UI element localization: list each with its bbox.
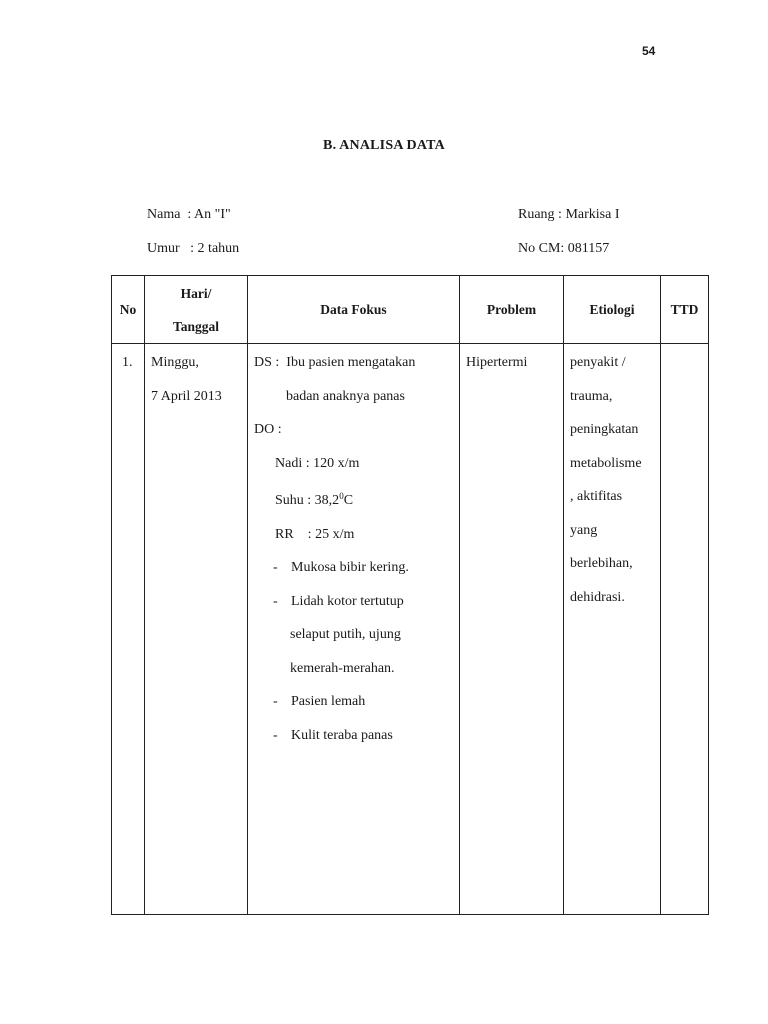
table-header-row xyxy=(112,276,709,344)
cell-no xyxy=(112,344,145,915)
list-item xyxy=(254,685,455,719)
header-focus-data: Data Fokus xyxy=(248,276,460,344)
cell-signature xyxy=(661,344,709,915)
row-day: Minggu, xyxy=(151,355,199,370)
ds-line xyxy=(254,346,455,380)
vital-pulse: Nadi : 120 x/m xyxy=(275,455,360,471)
etiology-line: yang xyxy=(570,522,598,538)
etiology-line: berlebihan, xyxy=(570,556,633,571)
header-date-line2: Tanggal xyxy=(172,318,220,334)
vital-respiration: RR : 25 x/m xyxy=(275,526,355,542)
do-label: DO : xyxy=(254,422,282,437)
page-number: 54 xyxy=(642,44,656,58)
analysis-table xyxy=(111,275,709,915)
problem-text: Hipertermi xyxy=(466,355,528,370)
row-number: 1. xyxy=(122,355,133,370)
temp-value: Suhu : 38,2 xyxy=(275,493,340,508)
header-etiology: Etiologi xyxy=(564,276,661,344)
header-signature: TTD xyxy=(661,276,709,344)
ds-label: DS : xyxy=(254,355,280,370)
signature-text xyxy=(661,344,708,346)
cell-etiology xyxy=(564,344,661,915)
table-row xyxy=(112,344,709,915)
etiology-line: trauma, xyxy=(570,388,613,404)
list-item xyxy=(254,551,455,585)
cell-problem xyxy=(460,344,564,915)
cell-focus-data xyxy=(248,344,460,915)
bullet-dash: - xyxy=(273,593,278,609)
header-no: No xyxy=(112,276,145,344)
bullet-text: Mukosa bibir kering. xyxy=(291,560,409,575)
bullet-text: Lidah kotor tertutup xyxy=(291,593,404,609)
etiology-line: metabolisme xyxy=(570,455,642,471)
etiology-line: , aktifitas xyxy=(570,489,623,504)
section-title: B. ANALISA DATA xyxy=(323,138,445,153)
header-problem: Problem xyxy=(460,276,564,344)
etiology-line: penyakit / xyxy=(570,355,626,370)
temp-unit: C xyxy=(343,493,354,508)
cell-date xyxy=(145,344,248,915)
etiology-line: peningkatan xyxy=(570,422,639,437)
bullet-dash: - xyxy=(273,560,278,575)
bullet-continuation: selaput putih, ujung xyxy=(290,627,401,642)
patient-name: Nama : An "I" xyxy=(147,207,231,222)
bullet-continuation: kemerah-merahan. xyxy=(290,660,395,676)
vital-temperature xyxy=(254,480,455,518)
header-date-line1: Hari/ xyxy=(180,285,212,301)
bullet-dash: - xyxy=(273,727,278,743)
patient-room: Ruang : Markisa I xyxy=(518,207,620,222)
bullet-text: Kulit teraba panas xyxy=(291,727,393,743)
etiology-line: dehidrasi. xyxy=(570,589,625,605)
patient-age: Umur : 2 tahun xyxy=(147,241,240,256)
bullet-dash: - xyxy=(273,694,278,709)
header-date xyxy=(145,276,248,344)
bullet-text: Pasien lemah xyxy=(291,694,366,709)
list-item xyxy=(254,719,455,753)
ds-text-1: Ibu pasien mengatakan xyxy=(286,355,416,370)
temp-degree: 0 xyxy=(339,491,344,501)
patient-cm-number: No CM: 081157 xyxy=(518,241,610,256)
row-date: 7 April 2013 xyxy=(151,388,222,404)
list-item xyxy=(254,585,455,619)
ds-text-2: badan anaknya panas xyxy=(286,388,405,404)
